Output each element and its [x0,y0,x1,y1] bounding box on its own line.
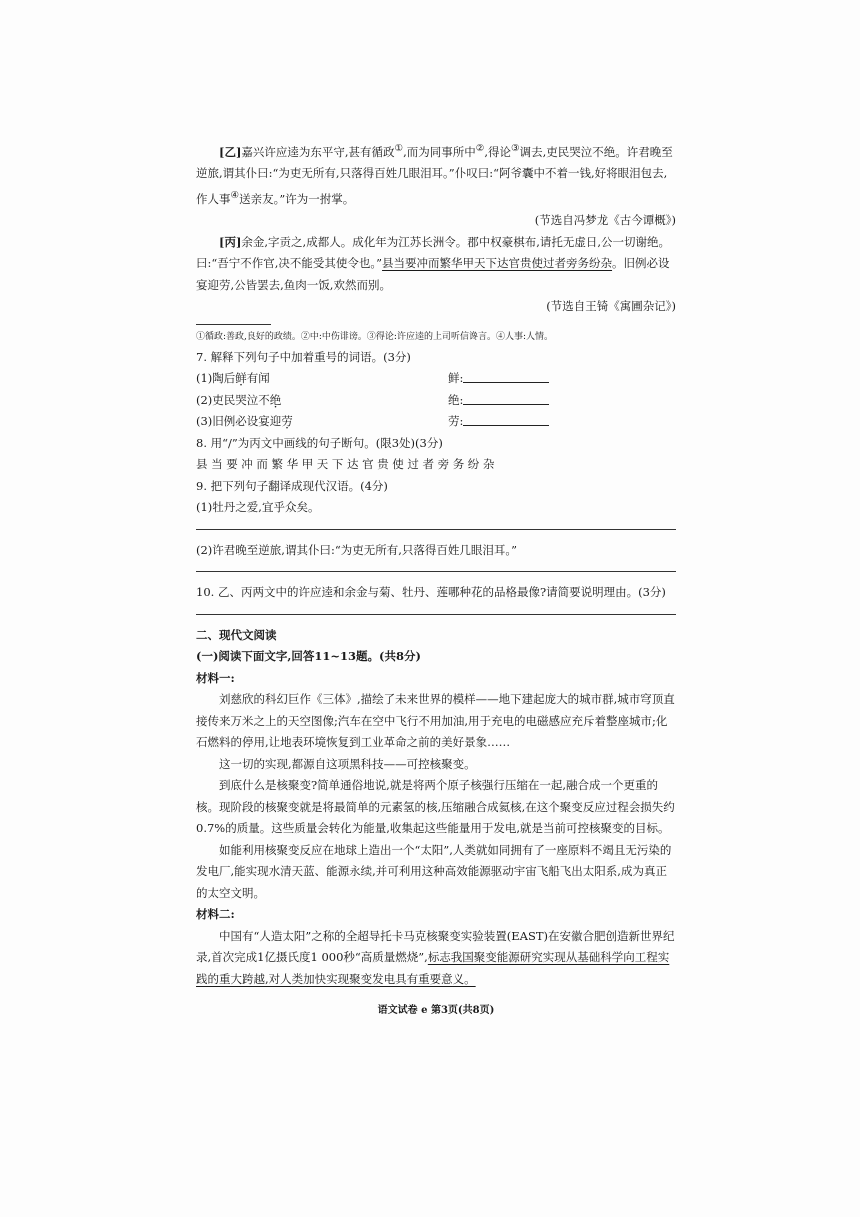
footnote-mark-1: ① [394,143,404,154]
q9-answer-line-1[interactable] [196,519,676,530]
section-2-subheading: (一)阅读下面文字,回答11~13题。(共8分) [196,649,421,664]
page-footer: 语文试卷 e 第3页(共8页) [377,1005,495,1017]
material-1-label: 材料一: [196,670,235,685]
question-10-title: 10. 乙、丙两文中的许应逵和余金与菊、牡丹、莲哪种花的品格最像?请简要说明理由。(3分) [196,585,666,600]
question-7-title: 7. 解释下列句子中加着重号的词语。(3分) [196,349,411,364]
material-1-paragraph-2: 这一切的实现,都源自这项黑科技——可控核聚变。 [219,756,476,771]
q7-answer-line-3[interactable] [463,411,549,426]
passage-bing-text-a: 余金,字贡之,成都人。成化年为江苏长洲令。郡中权豪棋布,请托无虚日,公一切谢绝。曰:“吾宁不作官,决不能受其使令也。” [196,234,671,271]
material-2-paragraph [196,926,676,991]
footnote-mark-2: ② [475,143,485,154]
passage-yi-text-c: ,得论 [484,144,512,159]
question-8-title: 8. 用“/”为丙文中画线的句子断句。(限3处)(3分) [196,435,443,450]
q7-item-3-label: 劳: [448,414,464,429]
footnote-divider [196,324,271,325]
footnote-mark-4: ④ [230,189,240,201]
passage-bing-underlined-sentence: 县当要冲而繁华甲天下达官贵使过者旁务纷杂 [382,256,613,271]
passage-bing-source: (节选自王锜《寓圃杂记》) [546,299,676,314]
passage-bing-label: [丙] [219,234,242,249]
passage-yi-text-b: ,而为同事所中 [403,144,476,159]
q7-item-2-label: 绝: [448,392,464,407]
material-2-text: 中国有“人造太阳”之称的全超导托卡马克核聚变实验装置(EAST)在安徽合肥创造新世界纪录,首次完成1亿摄氏度1 000秒“高质量燃烧”, [196,928,675,965]
q7-item-2-emphasis-word: 绝 [269,392,282,407]
q7-item-1-emphasis-word: 鲜 [235,371,247,386]
passage-bing-text-b: 。旧例必设宴迎劳,公皆罢去,鱼肉一饭,欢然而别。 [196,256,670,292]
passage-yi-text-d: 调去,吏民哭泣不绝。许君晚至逆旅,谓其仆曰:“为吏无所有,只落得百姓几眼泪耳。”仆叹曰:“阿爷囊中不着一钱,好将眼泪包去,作人事 [196,144,673,206]
q7-item-2-text-a: (2)吏民哭泣不 [196,392,270,407]
material-2-label: 材料二: [196,907,235,922]
q7-item-1-text-a: (1)陶后 [196,371,236,386]
passage-yi-source: (节选自冯梦龙《古今谭概》) [534,213,676,228]
question-7-item-2 [196,390,676,412]
q7-item-3-text-a: (3)旧例必设宴迎 [196,414,282,429]
material-2-underlined-text: 标志我国聚变能源研究实现从基础科学向工程实践的重大跨越,对人类加快实现聚变发电具有重要意义。 [196,950,670,986]
passage-yi-label: [乙] [219,144,242,159]
q7-item-1-text-b: 有闻 [246,371,270,386]
q7-item-1-label: 鲜: [448,371,464,386]
question-9-title: 9. 把下列句子翻译成现代汉语。(4分) [196,478,388,493]
passage-yi-text-e: 送亲友。”许为一拊掌。 [239,191,355,206]
q7-answer-line-1[interactable] [463,368,549,383]
q7-item-3-emphasis-word: 劳 [281,414,293,429]
question-8-sentence: 县当要冲而繁华甲天下达官贵使过者旁务纷杂 [196,457,498,472]
material-1-paragraph-4: 如能利用核聚变反应在地球上造出一个“太阳”,人类就如同拥有了一座原料不竭且无污染的发电厂,能实现水清天蓝、能源永续,并可利用这种高效能源驱动宇宙飞船飞出太阳系,成为真正的太空文明。 [196,842,672,900]
question-9-item-2: (2)许君晚至逆旅,谓其仆曰:“为吏无所有,只落得百姓几眼泪耳。” [196,542,517,557]
q9-answer-line-2[interactable] [196,561,676,572]
question-9-item-1: (1)牡丹之爱,宜乎众矣。 [196,500,320,515]
footnote-mark-3: ③ [511,143,520,154]
page-content [196,138,676,1022]
passage-bing [196,232,676,297]
footnotes: ①循政:善政,良好的政绩。②中:中伤诽谤。③得论:许应逵的上司听信谗言。④人事:人情。 [196,331,553,342]
section-2-heading: 二、现代文阅读 [196,627,277,642]
question-7-item-3 [196,411,676,433]
material-1-paragraph-1: 刘慈欣的科幻巨作《三体》,描绘了未来世界的模样——地下建起庞大的城市群,城市穹顶直接传来万米之上的天空图像;汽车在空中飞行不用加油,用于充电的电磁感应充斥着整座城市;化石燃料的停用,让地表环境恢复到工业革命之前的美好景象…… [196,692,675,750]
q10-answer-line[interactable] [196,604,676,615]
passage-yi [196,138,676,210]
material-1-paragraph-3: 到底什么是核聚变?简单通俗地说,就是将两个原子核强行压缩在一起,融合成一个更重的核。现阶段的核聚变就是将最简单的元素氢的核,压缩融合成氦核,在这个聚变反应过程会损失约0.7%的质量。这些质量会转化为能量,收集起这些能量用于发电,就是当前可控核聚变的目标。 [196,778,675,836]
q7-answer-line-2[interactable] [463,390,549,405]
question-7-item-1 [196,368,676,390]
passage-yi-text-a: 嘉兴许应逵为东平守,甚有循政 [241,144,395,159]
